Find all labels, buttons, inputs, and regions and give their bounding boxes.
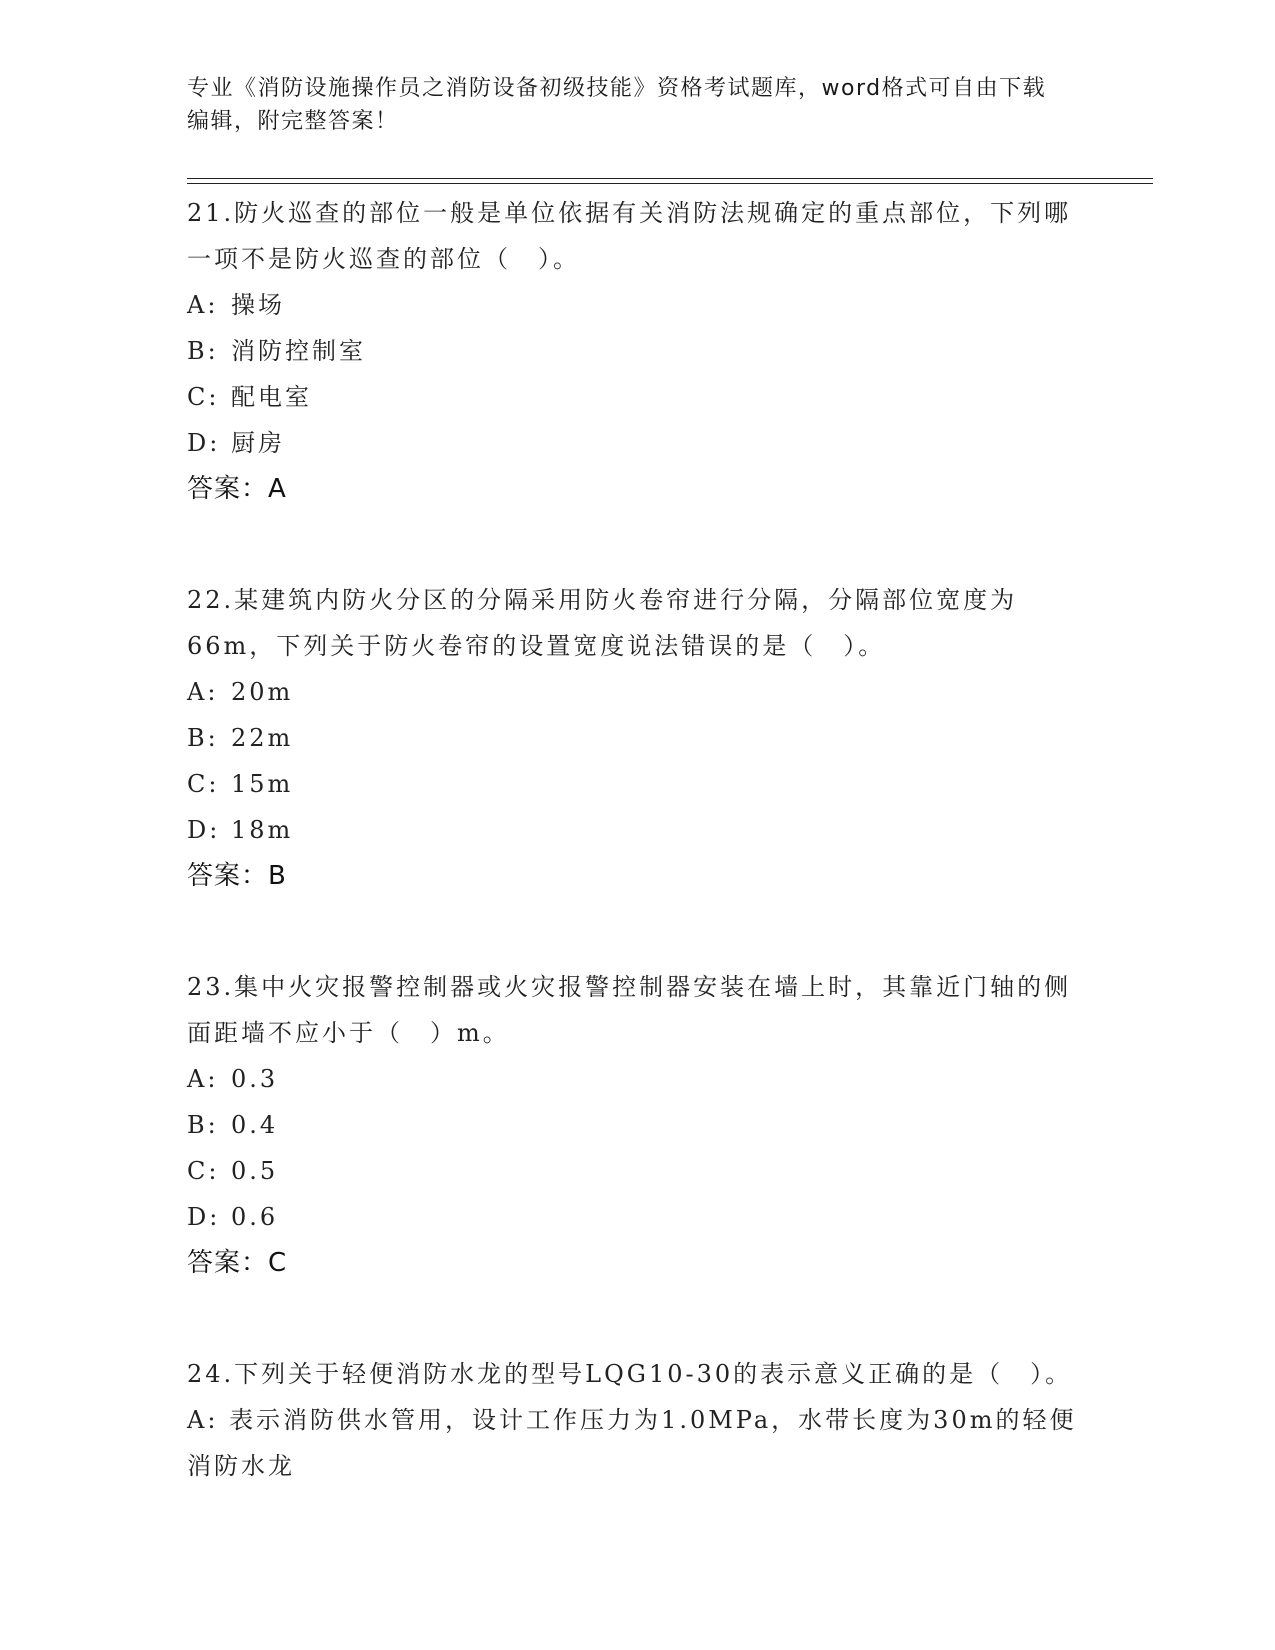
option-b [187, 328, 1087, 374]
option-letter: A: [187, 1065, 219, 1093]
question-stem: 24.下列关于轻便消防水龙的型号LQG10-30的表示意义正确的是（ ）。 [187, 1360, 1073, 1388]
option-letter: C: [187, 383, 220, 411]
option-c [187, 1148, 1087, 1194]
option-spacer [218, 1406, 229, 1434]
option-letter: A: [187, 1406, 219, 1434]
option-letter: B: [187, 337, 219, 365]
question-22 [187, 575, 1087, 899]
option-letter: C: [187, 1157, 220, 1185]
option-a [187, 1056, 1087, 1102]
option-text: 操场 [231, 291, 285, 319]
option-text: 0.4 [231, 1111, 279, 1139]
option-text: 22m [231, 724, 294, 752]
question-stem: 21.防火巡查的部位一般是单位依据有关消防法规确定的重点部位，下列哪一项不是防火巡查的部位（ ）。 [187, 199, 1072, 273]
option-text: 20m [231, 678, 294, 706]
option-d [187, 420, 1087, 466]
option-letter: D: [187, 429, 221, 457]
option-text: 消防控制室 [231, 337, 366, 365]
option-text: 厨房 [231, 429, 285, 457]
option-letter: D: [187, 816, 221, 844]
question-stem: 22.某建筑内防火分区的分隔采用防火卷帘进行分隔，分隔部位宽度为66m，下列关于防火卷帘的设置宽度说法错误的是（ ）。 [187, 586, 1018, 660]
option-text: 0.3 [231, 1065, 279, 1093]
question-24 [187, 1349, 1087, 1489]
option-letter: A: [187, 678, 219, 706]
answer-line: 答案：B [187, 861, 287, 891]
option-c [187, 761, 1087, 807]
option-letter: C: [187, 770, 220, 798]
answer-line: 答案：A [187, 474, 287, 504]
header-divider-top [187, 178, 1153, 179]
option-text: 0.6 [231, 1203, 279, 1231]
answer-line: 答案：C [187, 1248, 288, 1278]
option-c [187, 374, 1087, 420]
option-letter: A: [187, 291, 219, 319]
option-b [187, 715, 1087, 761]
document-header: 专业《消防设施操作员之消防设备初级技能》资格考试题库，word格式可自由下载编辑，附完整答案！ [187, 76, 1047, 134]
option-d [187, 1194, 1087, 1240]
question-stem: 23.集中火灾报警控制器或火灾报警控制器安装在墙上时，其靠近门轴的侧面距墙不应小于（ ）m。 [187, 973, 1072, 1047]
option-text: 配电室 [231, 383, 312, 411]
option-text: 0.5 [231, 1157, 279, 1185]
option-letter: D: [187, 1203, 221, 1231]
option-letter: B: [187, 1111, 219, 1139]
option-text: 15m [231, 770, 294, 798]
option-a [187, 669, 1087, 715]
option-letter: B: [187, 724, 219, 752]
option-a [187, 282, 1087, 328]
option-text: 表示消防供水管用，设计工作压力为1.0MPa，水带长度为30m的轻便消防水龙 [187, 1406, 1077, 1480]
header-divider-bottom [187, 183, 1153, 184]
option-b [187, 1102, 1087, 1148]
option-text: 18m [231, 816, 294, 844]
question-23 [187, 962, 1087, 1286]
option-a [187, 1397, 1087, 1489]
question-21 [187, 188, 1087, 512]
question-list [187, 188, 1087, 1552]
option-d [187, 807, 1087, 853]
